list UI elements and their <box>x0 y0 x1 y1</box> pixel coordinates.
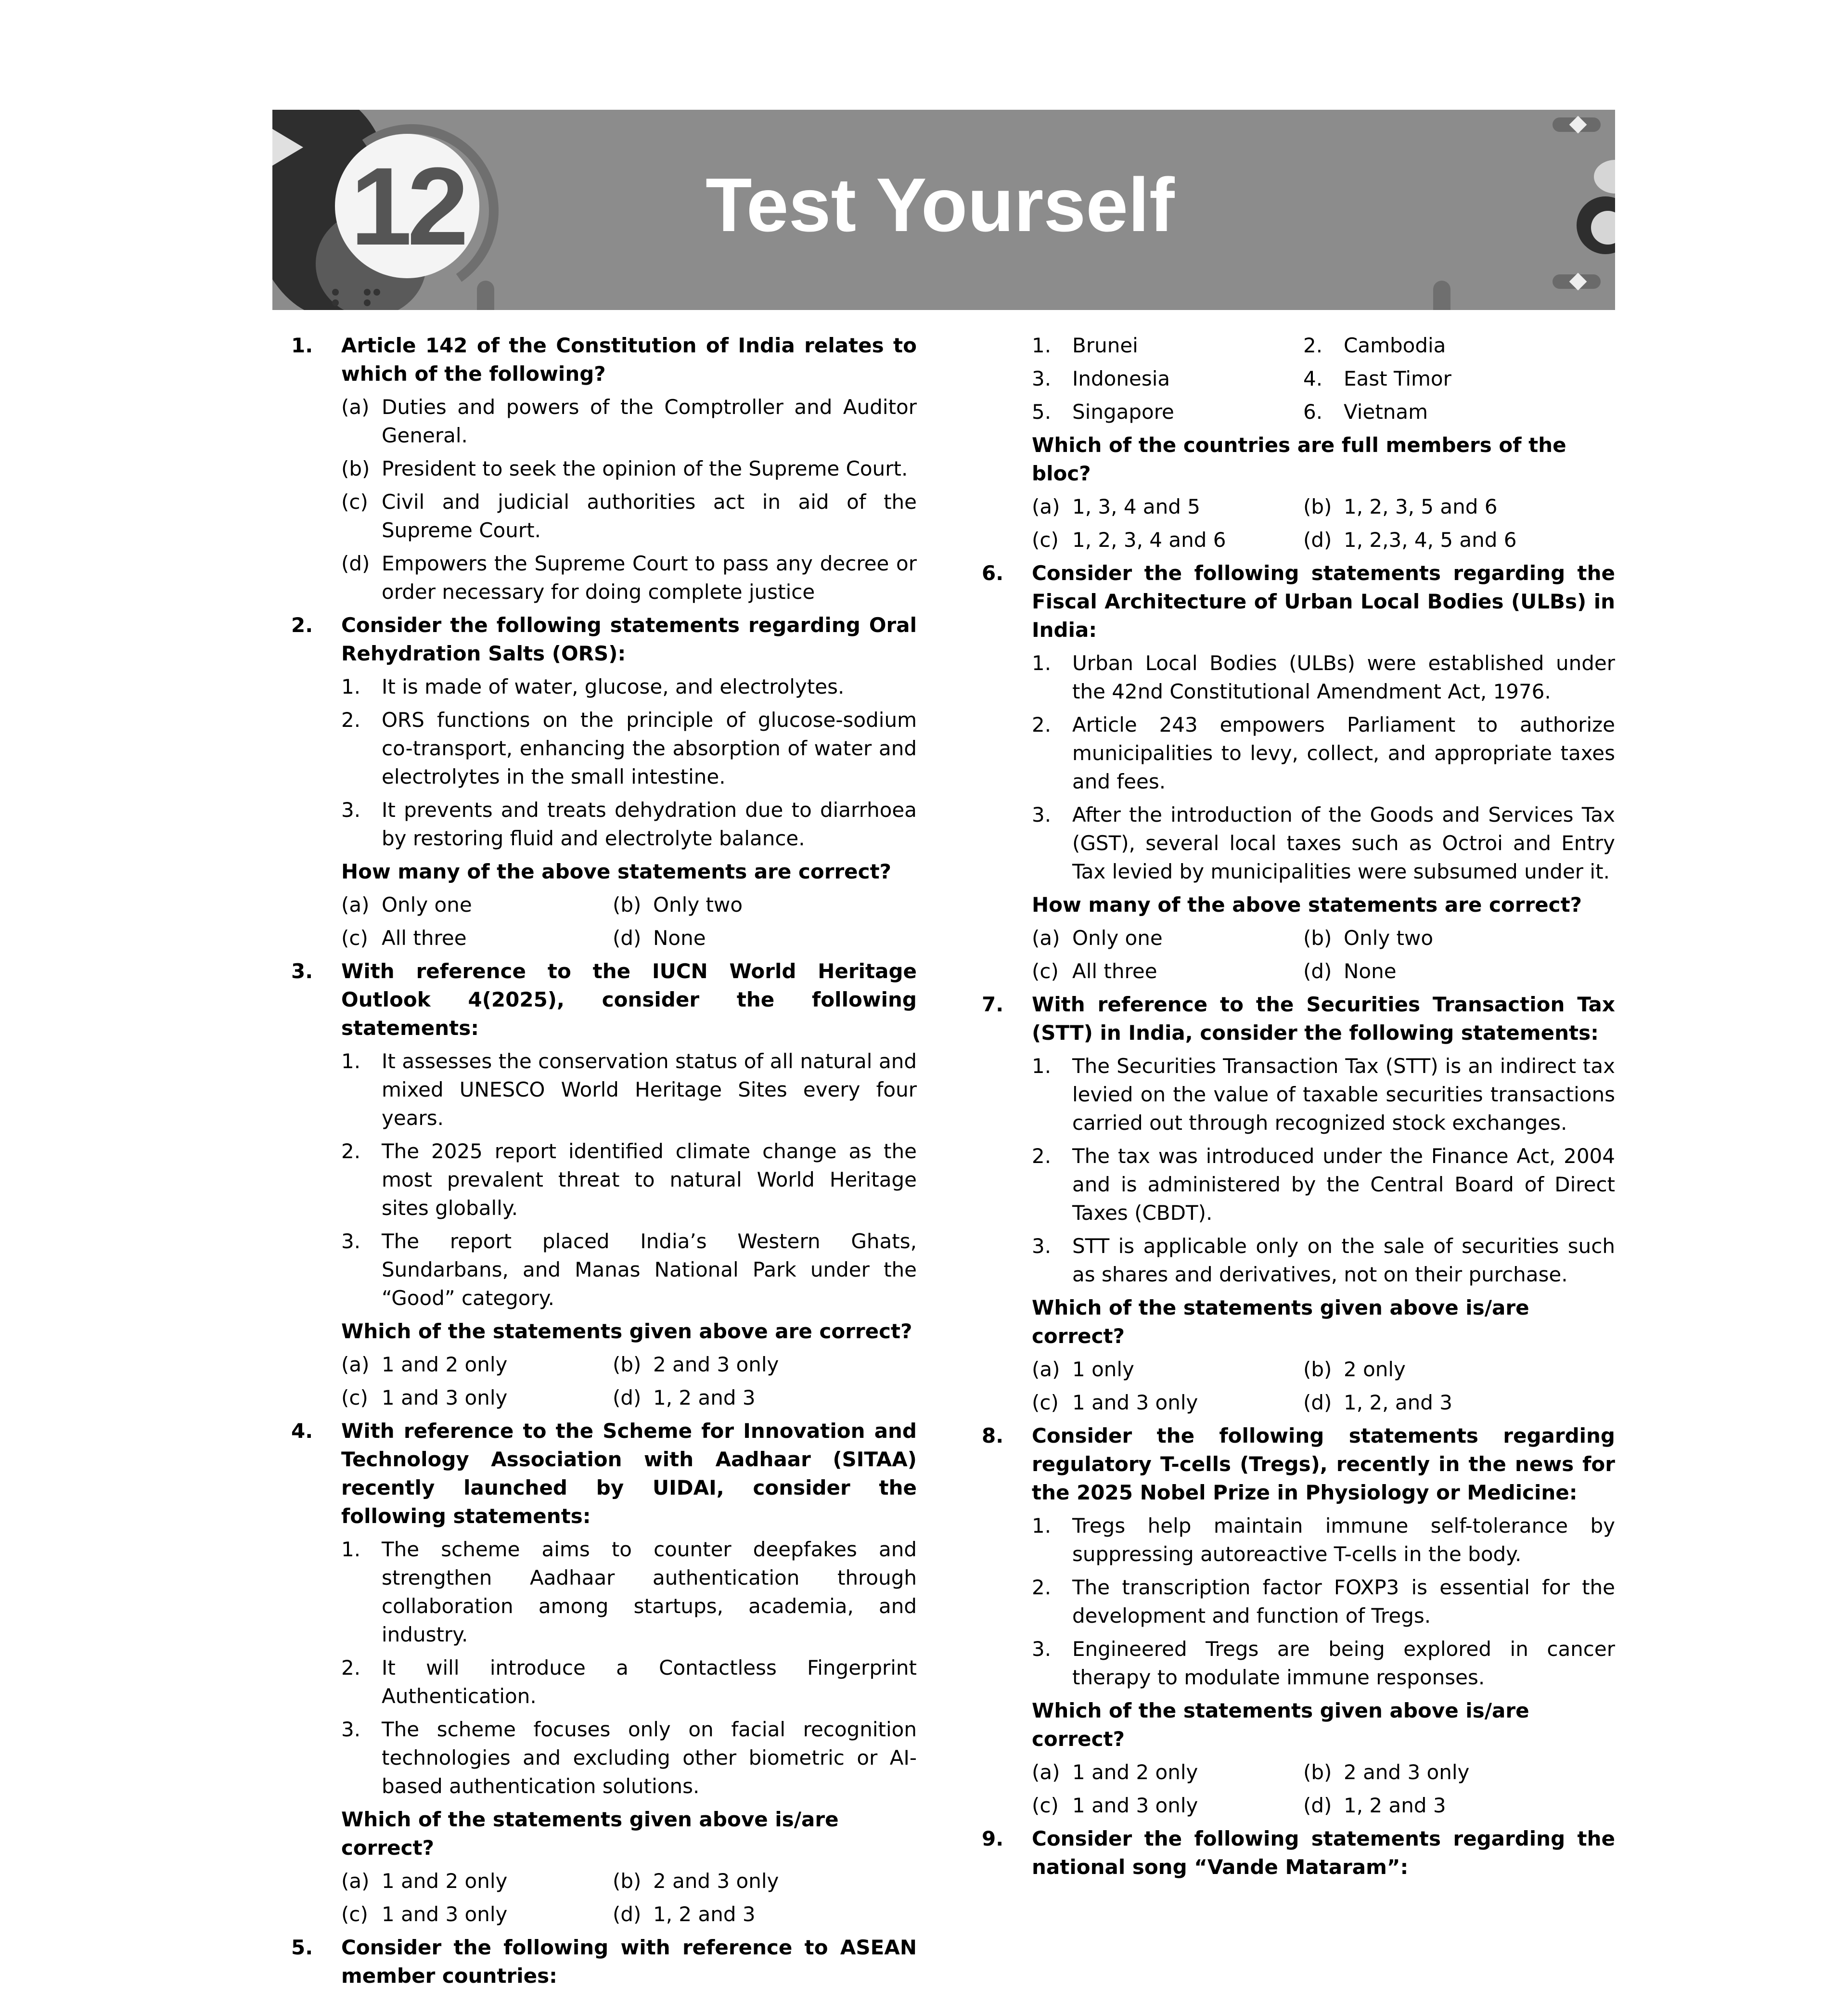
question-5-continued <box>982 331 1615 554</box>
question-number: 7. <box>982 993 1004 1016</box>
statement: 3. STT is applicable only on the sale of securities such as shares and derivatives, not on their purchase. <box>1032 1234 1615 1286</box>
answer-option: (a) 1 and 2 only <box>341 1353 508 1376</box>
statement: 2. It will introduce a Contactless Fingerprint Authentication. <box>341 1656 917 1708</box>
question-instruction: Which of the statements given above are correct? <box>341 1319 912 1343</box>
country-list <box>982 331 1615 426</box>
question-instruction: Which of the statements given above is/are correct? <box>1032 1296 1529 1348</box>
question-stem: Article 142 of the Constitution of India relates to which of the following? <box>341 334 917 386</box>
list-item: 5. Singapore <box>1032 400 1174 424</box>
answer-option: (c) All three <box>1032 959 1157 983</box>
answer-options <box>1032 1355 1615 1417</box>
chapter-banner <box>272 110 1615 310</box>
list-item: 2. Cambodia <box>1303 334 1446 357</box>
answer-option: (b) Only two <box>613 893 743 917</box>
statement: 3. It prevents and treats dehydration due to diarrhoea by restoring fluid and electrolyte balance. <box>341 798 917 850</box>
answer-option: (a) 1 and 2 only <box>341 1869 508 1893</box>
question-stem: Consider the following statements regarding the Fiscal Architecture of Urban Local Bodies (ULBs) in India: <box>1032 561 1615 642</box>
answer-option: (a) Only one <box>341 893 472 917</box>
answer-option: (c) 1 and 3 only <box>341 1386 508 1409</box>
answer-option: (a) Only one <box>1032 926 1163 950</box>
list-item: 4. East Timor <box>1303 367 1451 390</box>
question-1 <box>291 331 917 606</box>
question-number: 5. <box>291 1936 313 1959</box>
list-item: 6. Vietnam <box>1303 400 1428 424</box>
chapter-number: 12 <box>350 144 464 268</box>
statement: 1. It assesses the conservation status of all natural and mixed UNESCO World Heritage Sites every four years. <box>341 1049 917 1130</box>
answer-option: (b) 1, 2, 3, 5 and 6 <box>1303 495 1498 518</box>
answer-options <box>1032 1758 1615 1820</box>
chapter-number-badge <box>335 134 479 278</box>
statement: 2. The tax was introduced under the Finance Act, 2004 and is administered by the Central Board of Direct Taxes (CBDT). <box>1032 1144 1615 1225</box>
answer-option: (b) 2 and 3 only <box>613 1869 779 1893</box>
decorative-pill <box>1433 281 1450 310</box>
question-stem: Consider the following statements regarding the national song “Vande Mataram”: <box>1032 1827 1615 1879</box>
statement: 3. Engineered Tregs are being explored in cancer therapy to modulate immune responses. <box>1032 1637 1615 1689</box>
list-item: 1. Brunei <box>1032 334 1138 357</box>
statement: 1. The scheme aims to counter deepfakes and strengthen Aadhaar authentication through collaboration among startups, academia, and industry. <box>341 1538 917 1646</box>
answer-option: (b) President to seek the opinion of the Supreme Court. <box>341 457 908 480</box>
question-stem: Consider the following statements regarding regulatory T-cells (Tregs), recently in the news for the 2025 Nobel Prize in Physiology or Medicine: <box>1032 1424 1615 1504</box>
statement: 2. The transcription factor FOXP3 is essential for the development and function of Tregs. <box>1032 1576 1615 1628</box>
question-stem: With reference to the Securities Transaction Tax (STT) in India, consider the following statements: <box>1032 993 1615 1045</box>
statement: 2. ORS functions on the principle of glucose-sodium co-transport, enhancing the absorption of water and electrolytes in the small intestine. <box>341 708 917 788</box>
answer-option: (b) 2 only <box>1303 1357 1406 1381</box>
answer-options <box>341 1350 917 1412</box>
decorative-circle <box>1594 160 1615 194</box>
answer-option: (d) None <box>1303 959 1397 983</box>
question-9 <box>982 1824 1615 1881</box>
answer-option: (d) 1, 2, and 3 <box>1303 1391 1452 1414</box>
list-item: 3. Indonesia <box>1032 367 1170 390</box>
question-stem: Consider the following statements regarding Oral Rehydration Salts (ORS): <box>341 613 917 665</box>
answer-options <box>1032 924 1615 985</box>
answer-option: (d) Empowers the Supreme Court to pass any decree or order necessary for doing complete justice <box>341 552 917 604</box>
answer-option: (c) 1 and 3 only <box>1032 1391 1198 1414</box>
answer-option: (b) Only two <box>1303 926 1434 950</box>
answer-options <box>341 891 917 952</box>
answer-option: (d) None <box>613 926 706 950</box>
answer-option: (a) 1, 3, 4 and 5 <box>1032 495 1201 518</box>
question-number: 3. <box>291 959 313 983</box>
statement: 3. The report placed India’s Western Ghats, Sundarbans, and Manas National Park under the “Good” category. <box>341 1229 917 1310</box>
answer-option: (d) 1, 2 and 3 <box>613 1902 756 1926</box>
question-number: 2. <box>291 613 313 637</box>
question-number: 8. <box>982 1424 1004 1447</box>
answer-option: (a) Duties and powers of the Comptroller and Auditor General. <box>341 395 917 447</box>
statement: 2. The 2025 report identified climate change as the most prevalent threat to natural World Heritage sites globally. <box>341 1139 917 1220</box>
answer-option: (c) 1 and 3 only <box>341 1902 508 1926</box>
statement: 1. Urban Local Bodies (ULBs) were established under the 42nd Constitutional Amendment Act, 1976. <box>1032 651 1615 703</box>
answer-option: (c) 1 and 3 only <box>1032 1794 1198 1817</box>
question-number: 4. <box>291 1419 313 1443</box>
answer-option: (b) 2 and 3 only <box>613 1353 779 1376</box>
question-instruction: How many of the above statements are correct? <box>341 860 892 883</box>
statement: 1. The Securities Transaction Tax (STT) is an indirect tax levied on the value of taxable securities transactions carried out through recognized stock exchanges. <box>1032 1054 1615 1135</box>
answer-option: (d) 1, 2 and 3 <box>1303 1794 1446 1817</box>
statement: 3. After the introduction of the Goods and Services Tax (GST), several local taxes such as Octroi and Entry Tax levied by municipalities were subsumed under it. <box>1032 803 1615 883</box>
question-7 <box>982 990 1615 1417</box>
answer-option: (d) 1, 2,3, 4, 5 and 6 <box>1303 528 1517 552</box>
question-3 <box>291 957 917 1412</box>
question-instruction: Which of the statements given above is/are correct? <box>1032 1699 1529 1751</box>
question-number: 9. <box>982 1827 1004 1850</box>
right-column <box>982 331 1615 1881</box>
question-5 <box>291 1933 917 1990</box>
question-instruction: Which of the countries are full members of the bloc? <box>1032 433 1566 485</box>
question-number: 6. <box>982 561 1004 585</box>
answer-option: (a) 1 only <box>1032 1357 1134 1381</box>
statement: 3. The scheme focuses only on facial recognition technologies and excluding other biometric or AI-based authentication solutions. <box>341 1718 917 1798</box>
question-2 <box>291 611 917 952</box>
question-stem: Consider the following with reference to ASEAN member countries: <box>341 1936 917 1988</box>
question-4 <box>291 1417 917 1928</box>
answer-option: (c) All three <box>341 926 467 950</box>
question-stem: With reference to the IUCN World Heritage Outlook 4(2025), consider the following statements: <box>341 959 917 1040</box>
answer-option: (d) 1, 2 and 3 <box>613 1386 756 1409</box>
question-6 <box>982 559 1615 985</box>
page-title: Test Yourself <box>706 163 1175 247</box>
question-8 <box>982 1421 1615 1820</box>
question-number: 1. <box>291 334 313 357</box>
statement: 1. Tregs help maintain immune self-tolerance by suppressing autoreactive T-cells in the body. <box>1032 1514 1615 1566</box>
answer-option: (c) Civil and judicial authorities act in aid of the Supreme Court. <box>341 490 917 542</box>
answer-options <box>341 1867 917 1928</box>
answer-option: (c) 1, 2, 3, 4 and 6 <box>1032 528 1226 552</box>
statement: 2. Article 243 empowers Parliament to authorize municipalities to levy, collect, and appropriate taxes and fees. <box>1032 713 1615 793</box>
question-instruction: Which of the statements given above is/are correct? <box>341 1808 839 1860</box>
statement: 1. It is made of water, glucose, and electrolytes. <box>341 675 845 698</box>
left-column <box>291 331 917 1990</box>
answer-option: (a) 1 and 2 only <box>1032 1760 1198 1784</box>
answer-option: (b) 2 and 3 only <box>1303 1760 1470 1784</box>
decorative-pill <box>477 281 494 310</box>
question-instruction: How many of the above statements are correct? <box>1032 893 1582 917</box>
question-stem: With reference to the Scheme for Innovation and Technology Association with Aadhaar (SITAA) recently launched by UIDAI, consider the following statements: <box>341 1419 917 1528</box>
answer-options <box>982 492 1615 554</box>
